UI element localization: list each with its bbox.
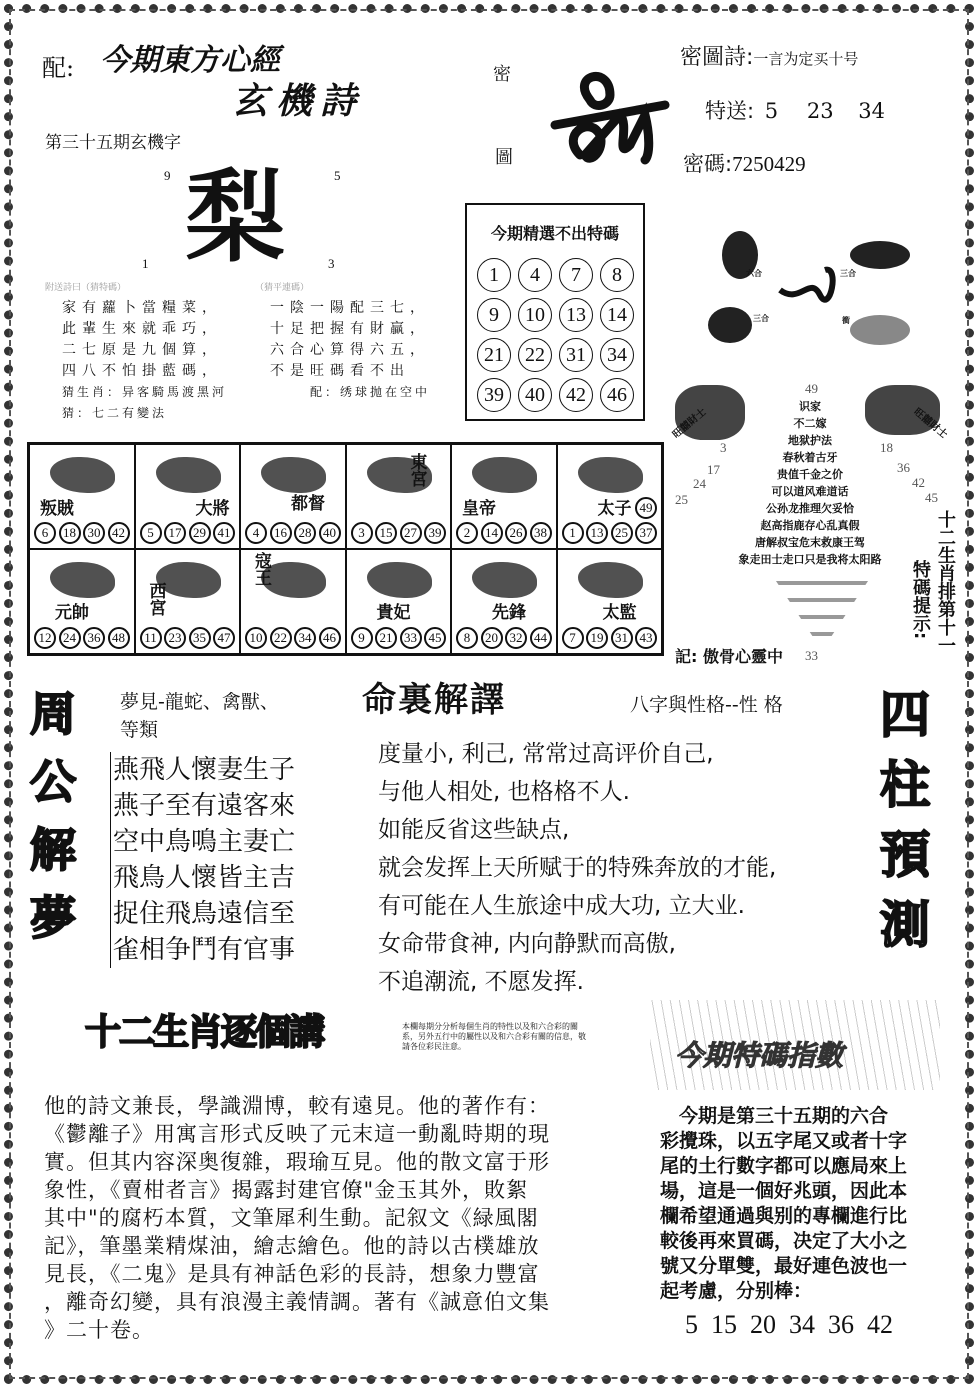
- excluded-numbers-box: [465, 203, 645, 421]
- excluded-number: 42: [559, 378, 593, 412]
- zodiac-number: 45: [424, 627, 446, 649]
- zodiac-cell: [451, 549, 557, 654]
- excluded-number: 21: [477, 338, 511, 372]
- ox-icon: [850, 241, 910, 269]
- excluded-number: 7: [559, 258, 593, 292]
- excluded-number: 9: [477, 298, 511, 332]
- zodiac-number: 8: [456, 627, 478, 649]
- big-mystery-char: 梨: [185, 159, 285, 276]
- pyramid-line: 可以道风难道话: [771, 485, 849, 498]
- body-line: 他的詩文兼長，學識淵博，較有遠見。他的著作有：: [44, 1094, 550, 1118]
- zodiac-animal-icon: [472, 457, 537, 493]
- zodiac-number: 15: [375, 522, 397, 544]
- zodiac-cell: [346, 444, 452, 549]
- zodiac-number: 22: [270, 627, 292, 649]
- zodiac-talk-body: [44, 1092, 550, 1344]
- body-line: 欄希望通過與别的專欄進行比: [660, 1205, 908, 1227]
- excluded-number: 40: [518, 378, 552, 412]
- body-line: 尾的土行數字都可以應局來上: [660, 1155, 908, 1177]
- zodiac-number: 47: [213, 627, 235, 649]
- excluded-number: 46: [600, 378, 634, 412]
- zodiac-number: 38: [530, 522, 552, 544]
- body-line: ，離奇幻變，具有浪漫主義情調。著有《誠意伯文集: [44, 1290, 550, 1314]
- zodiac-number: 42: [108, 522, 130, 544]
- zodiac-number: 26: [505, 522, 527, 544]
- tu-char: 圖: [495, 147, 513, 168]
- mi-char: 密: [493, 64, 511, 85]
- pyramid-line: 公孙龙推理欠妥恰: [766, 502, 854, 515]
- zodiac-number: 30: [83, 522, 105, 544]
- pyramid-note: 記: 傲骨心靈中: [675, 647, 783, 666]
- corner-number: 3: [328, 256, 335, 271]
- corner-number: 1: [142, 256, 149, 271]
- zodiac-cell: [29, 444, 135, 549]
- hint-title: 十二生肖排第十一: [935, 510, 956, 654]
- zodiac-number: 3: [351, 522, 373, 544]
- zodiac-number: 23: [164, 627, 186, 649]
- zodiac-label: 都督: [291, 494, 325, 514]
- zodiac-number: 11: [140, 627, 162, 649]
- zodiac-animal-icon: [50, 562, 115, 598]
- zodiac-number: 16: [270, 522, 292, 544]
- zodiac-animal-icon: [472, 562, 537, 598]
- pyramid-line: 春秋着古牙: [782, 451, 838, 464]
- zodiac-number: 48: [108, 627, 130, 649]
- body-line: 彩攪珠，以五字尾又或者十字: [660, 1130, 908, 1152]
- zodiac-number: 43: [635, 627, 657, 649]
- zodiac-number: 12: [34, 627, 56, 649]
- zodiac-number: 33: [400, 627, 422, 649]
- dream-lines: 燕飛人懷妻生子 燕子至有遠客來 空中鳥鳴主妻亡 飛鳥人懷皆主吉 捉住飛鳥遠信至 雀相争鬥有官事: [110, 752, 295, 968]
- zodiac-number: 5: [140, 522, 162, 544]
- fate-lines: 度量小, 利己, 常常过高评价自己, 与他人相处, 也格格不人. 如能反省这些缺点, 就会发挥上天所赋于的特殊奔放的才能, 有可能在人生旅途中成大功, 立大业. 女命带食神, 内向静默而高傲, 不追潮流, 不愿发挥.: [378, 741, 777, 995]
- zodiac-cell: [240, 549, 346, 654]
- zodiac-label: 西宮: [145, 582, 166, 616]
- dream-subject2: 等類: [120, 719, 159, 741]
- zodiac-label: 太子: [597, 499, 632, 519]
- hint-left: 附送詩曰（猜特碼）: [45, 283, 127, 293]
- hint-right: （猜平連碼）: [255, 283, 310, 293]
- zodiac-animal-icon: [367, 562, 432, 598]
- pyramid-number: 42: [912, 475, 925, 490]
- zodiac-cell: [557, 549, 663, 654]
- pyramid-number: 24: [693, 476, 706, 491]
- corner-number: 5: [334, 168, 341, 183]
- zodiac-cell: [135, 444, 241, 549]
- zodiac-cell: [451, 444, 557, 549]
- zodiac-animal-icon: [261, 457, 326, 493]
- fate-title: 命裏解譯: [362, 680, 506, 720]
- excluded-number: 8: [600, 258, 634, 292]
- zodiac-number: 29: [189, 522, 211, 544]
- corner-number: 9: [164, 168, 171, 183]
- pyramid-line: 地狱护法: [788, 434, 832, 447]
- relation-label: 衝: [842, 316, 850, 325]
- body-line: 》二十卷。: [44, 1318, 154, 1342]
- special-number: 5: [764, 99, 779, 123]
- extra-number: 49: [635, 497, 657, 519]
- relation-label: 三合: [840, 269, 856, 278]
- zodiac-number: 46: [319, 627, 341, 649]
- special-label: 特送:: [705, 99, 755, 123]
- zodiac-talk-title: 十二生肖逐個講: [85, 1012, 324, 1053]
- zodiac-number: 19: [586, 627, 608, 649]
- dream-title: 周 公 解 夢: [30, 687, 76, 945]
- dream-subject: 夢見-龍蛇、禽獸、: [120, 691, 279, 713]
- fate-subtitle: 八字與性格--性 格: [630, 694, 783, 716]
- index-title: 今期特碼指數: [675, 1039, 844, 1072]
- mitu-poem: 一言为定买十号: [753, 50, 859, 68]
- zodiac-label: 寇王: [251, 552, 271, 586]
- poem-right: 一陰一陽配三七， 十足把握有財贏， 六合心算得六五， 不是旺碼看不出 配：绣球抛在空中: [270, 300, 431, 399]
- body-line: 場，這是一個好兆頭，因此本: [660, 1180, 908, 1202]
- pyramid-line: 象走田士走口只是我将太阳路: [738, 553, 882, 566]
- zodiac-number: 1: [562, 522, 584, 544]
- zodiac-number: 21: [375, 627, 397, 649]
- pyramid-side-label: 旺囍財士: [670, 406, 709, 441]
- zodiac-relations-illustration: [690, 225, 960, 365]
- zodiac-number: 2: [456, 522, 478, 544]
- poem-left: 家有蘿卜當糧菜， 此輩生來就乖巧， 二七原是九個算， 四八不怕掛藍碼， 猜生肖：异客騎馬渡黑河 猜：七二有變法: [62, 300, 228, 420]
- body-line: 見長，《二鬼》是具有神話色彩的長詩，想象力豐富: [44, 1262, 540, 1286]
- zodiac-number: 32: [505, 627, 527, 649]
- zodiac-number: 44: [530, 627, 552, 649]
- pyramid-number: 49: [805, 381, 818, 396]
- body-line: 號又分單雙，最好連色波也一: [660, 1255, 908, 1277]
- zodiac-cell: [346, 549, 452, 654]
- body-line: 今期是第三十五期的六合: [660, 1105, 889, 1127]
- mystery-picture-icon: [550, 55, 685, 175]
- zodiac-animal-icon: [156, 457, 221, 493]
- pyramid-number: 33: [805, 648, 818, 663]
- zodiac-cell: [29, 549, 135, 654]
- zodiac-number: 25: [611, 522, 633, 544]
- zodiac-number: 20: [481, 627, 503, 649]
- zodiac-number: 40: [319, 522, 341, 544]
- zodiac-number: 18: [59, 522, 81, 544]
- pyramid-line: 识家: [799, 400, 821, 413]
- zodiac-number: 28: [294, 522, 316, 544]
- zodiac-number: 4: [245, 522, 267, 544]
- mitu-poem-label: 密圖詩:: [680, 45, 754, 70]
- special-number: 23: [806, 99, 834, 123]
- zodiac-number: 7: [562, 627, 584, 649]
- zodiac-talk-note: 本欄每期分分析每個生肖的特性以及和六合彩的關系，另外五行中的屬性以及和六合彩有關的信息，敬請各位彩民注意。: [402, 1022, 586, 1051]
- zodiac-number: 34: [294, 627, 316, 649]
- rooster-icon: [708, 307, 752, 343]
- pyramid-line: 赵高指鹿存心乱真假: [760, 519, 860, 532]
- pyramid-number: 18: [880, 440, 893, 455]
- excluded-number: 39: [477, 378, 511, 412]
- zodiac-label: 皇帝: [462, 499, 496, 519]
- pyramid-number: 25: [675, 492, 688, 507]
- zodiac-animal-icon: [578, 562, 643, 598]
- zodiac-animal-icon: [578, 457, 643, 493]
- issue-label: 第三十五期玄機字: [45, 133, 181, 153]
- pyramid-line: 不二嫁: [793, 417, 827, 430]
- zodiac-number: 14: [481, 522, 503, 544]
- zodiac-number: 37: [635, 522, 657, 544]
- excluded-number: 4: [518, 258, 552, 292]
- zodiac-number: 35: [189, 627, 211, 649]
- zodiac-label: 叛賊: [40, 499, 74, 519]
- body-line: 《鬱離子》用寓言形式反映了元末這一動亂時期的現: [44, 1122, 550, 1146]
- zodiac-number: 24: [59, 627, 81, 649]
- zodiac-number: 27: [400, 522, 422, 544]
- relation-label: 六合: [746, 269, 762, 278]
- special-number: 34: [858, 99, 885, 123]
- body-line: 象性，《賣柑者言》揭露封建官僚"金玉其外，敗絮: [44, 1178, 529, 1202]
- code-value: 7250429: [732, 152, 806, 176]
- body-line: 實。但其内容深奥復雜，瑕瑜互見。他的散文富于形: [44, 1150, 550, 1174]
- zodiac-cell: [135, 549, 241, 654]
- zodiac-number: 6: [34, 522, 56, 544]
- zodiac-cell: [557, 444, 663, 549]
- excluded-number: 10: [518, 298, 552, 332]
- pyramid-line: 贵值千金之价: [777, 468, 843, 481]
- excluded-number: 22: [518, 338, 552, 372]
- pyramid-number: 36: [897, 460, 910, 475]
- zodiac-grid: [27, 442, 664, 656]
- index-numbers: 5 15 20 34 36 42: [685, 1310, 893, 1339]
- pei-label: 配:: [42, 54, 75, 82]
- hint-label: 特碼提示:: [910, 560, 931, 640]
- zodiac-number: 31: [611, 627, 633, 649]
- zodiac-label: 東宮: [406, 453, 427, 487]
- pig-icon: [850, 315, 910, 345]
- pyramid-line: 唐解叔宝危末救康王驾: [755, 536, 865, 549]
- code-label: 密碼:: [683, 152, 733, 176]
- zodiac-cell: [240, 444, 346, 549]
- zodiac-number: 10: [245, 627, 267, 649]
- pyramid-text: [700, 398, 920, 568]
- zodiac-number: 9: [351, 627, 373, 649]
- body-line: 起考慮，分别棒：: [660, 1280, 813, 1302]
- index-body: [660, 1104, 907, 1304]
- pyramid-number: 17: [707, 462, 720, 477]
- pyramid-number: 3: [720, 440, 727, 455]
- excluded-number: 1: [477, 258, 511, 292]
- zodiac-number: 41: [213, 522, 235, 544]
- body-line: 記》，筆墨業精煤油，繪志繪色。他的詩以古樸雄放: [44, 1234, 540, 1258]
- excluded-number: 34: [600, 338, 634, 372]
- snake-icon: [780, 270, 833, 300]
- zodiac-number: 17: [164, 522, 186, 544]
- title-xuanjishi: 玄機詩: [232, 81, 365, 122]
- excluded-number: 13: [559, 298, 593, 332]
- pyramid-number: 45: [925, 490, 938, 505]
- excluded-number: 31: [559, 338, 593, 372]
- zodiac-number: 13: [586, 522, 608, 544]
- zodiac-animal-icon: [50, 457, 115, 493]
- excluded-title: 今期精選不出特碼: [490, 224, 619, 243]
- four-pillars-title: 四 柱 預 測: [880, 686, 930, 954]
- zodiac-label: 大將: [195, 499, 230, 519]
- relation-label: 三合: [753, 314, 769, 323]
- body-line: 較後再來買碼，决定了大小之: [660, 1230, 908, 1252]
- excluded-number: 14: [600, 298, 634, 332]
- zodiac-label: 元帥: [55, 603, 89, 623]
- zodiac-label: 先鋒: [492, 603, 526, 623]
- pyramid-side-label: 旺囍財士: [911, 406, 950, 441]
- zodiac-number: 39: [424, 522, 446, 544]
- zodiac-label: 太監: [602, 603, 637, 623]
- zodiac-number: 36: [83, 627, 105, 649]
- body-line: 其中"的腐朽本質，文筆犀利生動。記叙文《緑風閣: [44, 1206, 539, 1230]
- title-xinjing: 今期東方心經: [100, 43, 280, 78]
- zodiac-label: 貴妃: [376, 603, 411, 623]
